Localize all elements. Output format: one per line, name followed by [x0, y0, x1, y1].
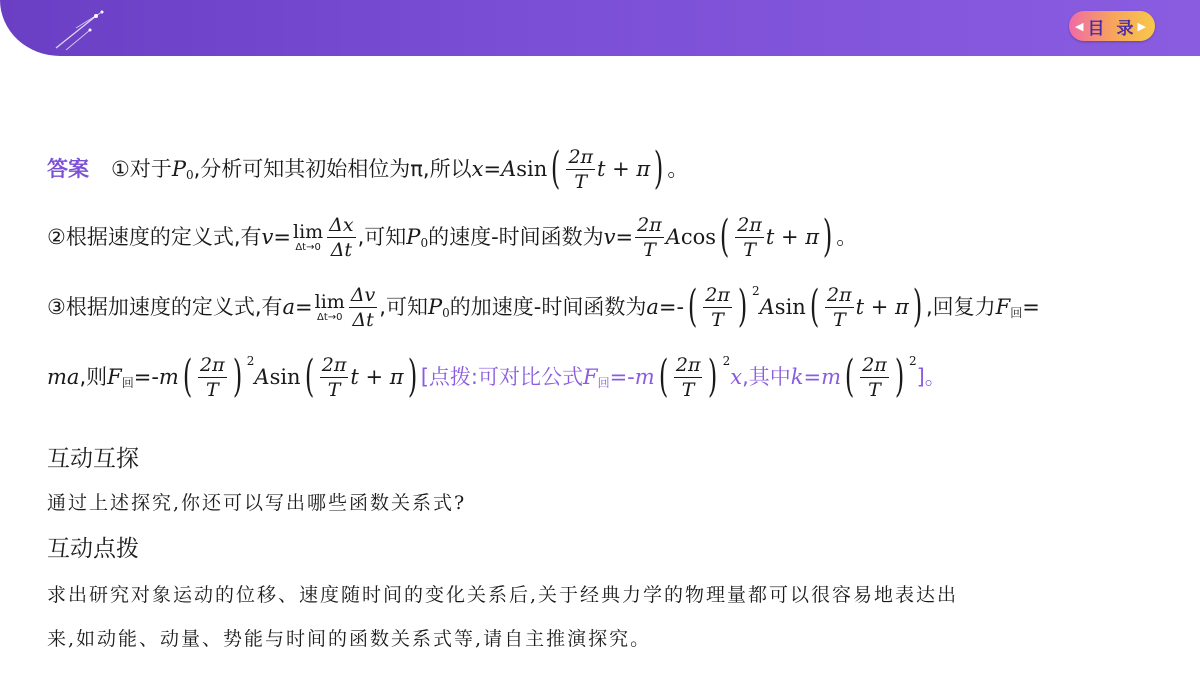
text: 。: [836, 225, 858, 249]
limit: [315, 291, 345, 323]
math-var: x: [730, 365, 743, 389]
math-expr: t + π: [855, 295, 909, 319]
math-var: A: [254, 365, 270, 389]
equals: =: [273, 225, 291, 249]
lim-label: lim: [314, 291, 345, 313]
fraction: [825, 283, 854, 332]
superscript: 2: [246, 354, 255, 368]
denominator: T: [681, 378, 695, 401]
numerator: 2π: [321, 353, 347, 376]
paren-open: (: [687, 281, 698, 332]
numerator: 2π: [637, 213, 662, 236]
equals: =-: [133, 365, 159, 389]
subscript: 回: [121, 376, 134, 390]
paren-open: (: [844, 351, 855, 402]
math-var: A: [501, 157, 517, 181]
math-var: F: [582, 365, 598, 389]
math-var: P: [171, 157, 186, 181]
paren-close: ): [822, 211, 833, 262]
lim-subscript: Δt→0: [295, 242, 321, 253]
superscript: 2: [908, 354, 917, 368]
paren-open: (: [719, 211, 730, 262]
math-var: F: [107, 365, 122, 389]
superscript: 2: [751, 284, 760, 298]
math-var: v: [261, 225, 274, 249]
chevron-right-icon: ▶: [1137, 19, 1149, 33]
text: ,则: [79, 365, 108, 389]
math-var: k: [790, 365, 804, 389]
fraction: [860, 353, 889, 402]
math-var: x: [471, 157, 484, 181]
paren-close: ): [232, 351, 242, 402]
denominator: T: [327, 378, 341, 401]
paren-open: (: [182, 351, 193, 402]
denominator: T: [574, 170, 588, 193]
denominator: Δt: [330, 238, 353, 261]
superscript: 2: [722, 354, 731, 368]
answer-line-3: [47, 282, 1040, 332]
math-expr: t + π: [765, 225, 820, 249]
denominator: Δt: [352, 308, 374, 331]
numerator: 2π: [200, 353, 225, 376]
subscript: 0: [420, 236, 429, 250]
text: ]。: [916, 365, 946, 389]
math-var: m: [158, 365, 179, 389]
fraction: [320, 353, 349, 402]
numerator: 2π: [675, 353, 701, 376]
text: 的速度-时间函数为: [428, 225, 604, 249]
subscript: 0: [185, 168, 194, 182]
math-var: P: [427, 295, 443, 319]
denominator: T: [743, 238, 756, 261]
function-name: sin: [269, 365, 301, 389]
text: ,分析可知其初始相位为π,所以: [193, 157, 472, 181]
math-var: v: [603, 225, 616, 249]
math-var: a: [282, 295, 296, 319]
toc-button-label: 目 录: [1087, 18, 1137, 39]
shooting-stars-icon: [50, 8, 110, 52]
fraction: [635, 213, 664, 262]
numerator: 2π: [827, 283, 852, 306]
math-var: A: [759, 295, 775, 319]
paren-open: (: [304, 351, 314, 402]
numerator: 2π: [705, 283, 730, 306]
hint-text-line-2: 来,如动能、动量、势能与时间的函数关系式等,请自主推演探究。: [47, 628, 652, 650]
math-expr: t + π: [350, 365, 404, 389]
paren-close: ): [894, 351, 905, 402]
paren-open: (: [551, 143, 561, 194]
equals: =: [483, 157, 502, 181]
math-var: a: [646, 295, 659, 319]
fraction: [198, 353, 227, 402]
text: ③根据加速度的定义式,有: [47, 295, 283, 319]
fraction: [674, 353, 703, 402]
equals: =: [295, 295, 313, 319]
function-name: sin: [516, 157, 548, 181]
subscript: 0: [442, 306, 450, 320]
answer-line-1: [47, 144, 688, 194]
fraction: [703, 283, 732, 332]
equals: =-: [609, 365, 635, 389]
section-title-hint: 互动点拨: [47, 536, 139, 562]
paren-open: (: [809, 281, 820, 332]
math-var: ma: [47, 365, 80, 389]
explore-question: 通过上述探究,你还可以写出哪些函数关系式?: [47, 492, 467, 514]
paren-close: ): [737, 281, 748, 332]
fraction: [327, 213, 355, 262]
math-var: P: [406, 225, 421, 249]
text: ,其中: [742, 365, 791, 389]
chevron-left-icon: ◀: [1075, 19, 1087, 33]
numerator: 2π: [568, 145, 594, 168]
equals: =: [615, 225, 634, 249]
lim-subscript: Δt→0: [316, 312, 343, 323]
toc-button[interactable]: [1069, 11, 1155, 41]
denominator: T: [205, 378, 219, 401]
math-var: A: [665, 225, 681, 249]
limit: [293, 221, 323, 253]
denominator: T: [643, 238, 656, 261]
section-title-explore: 互动互探: [47, 446, 139, 472]
denominator: T: [832, 308, 846, 331]
equals: =-: [658, 295, 685, 319]
text: ①对于: [111, 157, 172, 181]
lim-label: lim: [293, 221, 324, 243]
paren-close: ): [407, 351, 417, 402]
denominator: T: [711, 308, 724, 331]
paren-close: ): [654, 143, 664, 194]
text: ,可知: [357, 225, 407, 249]
text: 的加速度-时间函数为: [449, 295, 647, 319]
answer-line-4: [47, 352, 946, 402]
denominator: T: [868, 378, 881, 401]
text: ,可知: [379, 295, 428, 319]
text: ②根据速度的定义式,有: [47, 225, 262, 249]
numerator: Δv: [350, 283, 376, 306]
fraction: [735, 213, 764, 262]
math-var: m: [821, 365, 842, 389]
paren-close: ): [708, 351, 718, 402]
answer-line-2: [47, 212, 857, 262]
equals: =: [803, 365, 822, 389]
subscript: 回: [1010, 306, 1023, 320]
math-var: m: [634, 365, 655, 389]
text: ,回复力: [925, 295, 996, 319]
function-name: cos: [680, 225, 717, 249]
hint-text-line-1: 求出研究对象运动的位移、速度随时间的变化关系后,关于经典力学的物理量都可以很容易地表达出: [47, 584, 959, 606]
math-var: F: [995, 295, 1011, 319]
subscript: 回: [597, 376, 610, 390]
numerator: Δx: [329, 213, 354, 236]
function-name: sin: [774, 295, 806, 319]
text: [点拨:可对比公式: [420, 365, 583, 389]
answer-label: 答案: [47, 157, 89, 181]
fraction: [566, 145, 595, 194]
fraction: [349, 283, 377, 332]
paren-open: (: [658, 351, 668, 402]
numerator: 2π: [737, 213, 762, 236]
paren-close: ): [912, 281, 923, 332]
text: 。: [667, 157, 689, 181]
math-expr: t + π: [597, 157, 651, 181]
hint-note: [421, 352, 946, 402]
numerator: 2π: [862, 353, 887, 376]
header-bar: [0, 0, 1200, 56]
text: =: [1022, 295, 1040, 319]
